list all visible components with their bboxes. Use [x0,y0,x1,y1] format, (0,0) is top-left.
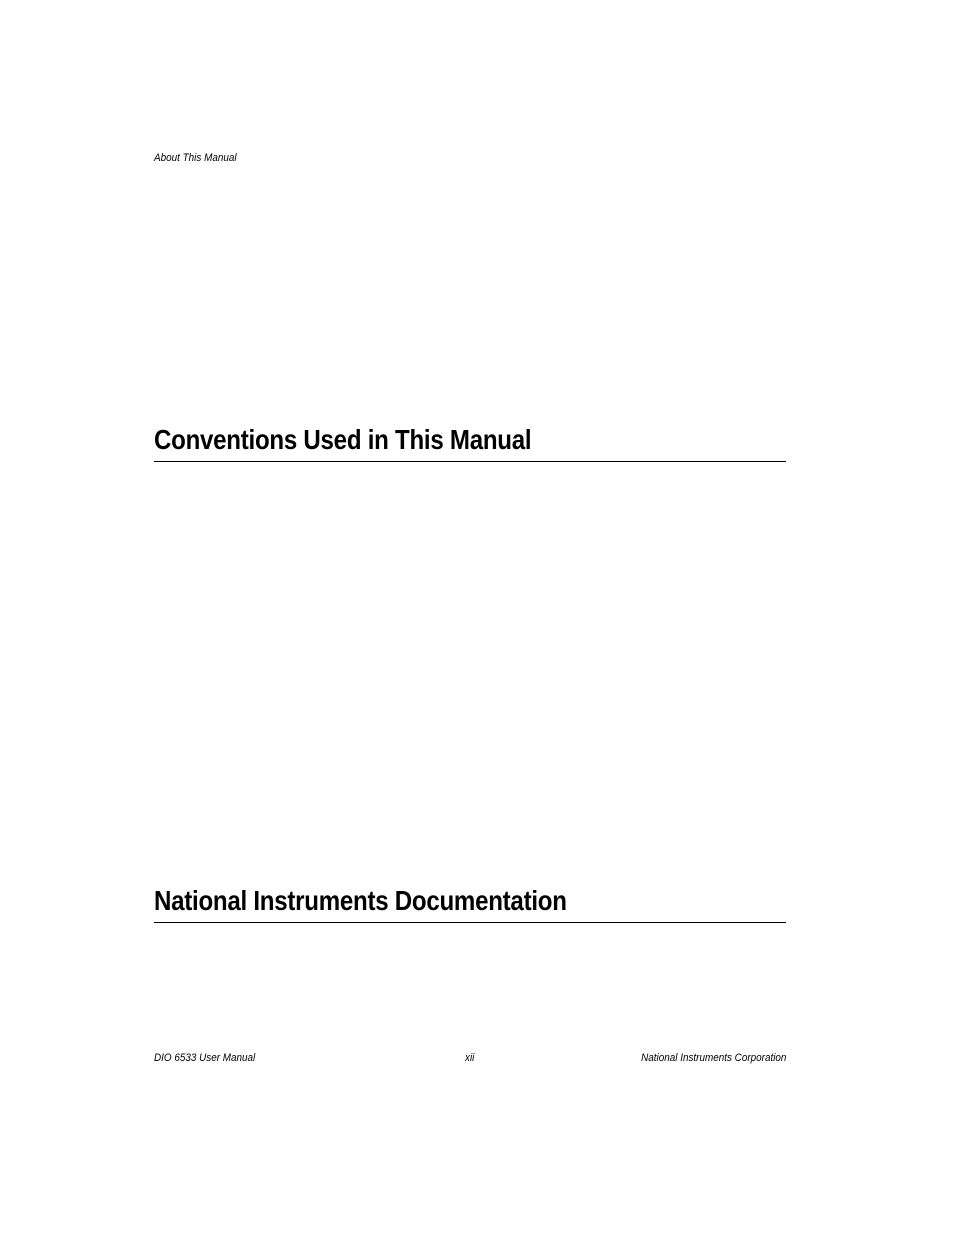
section-title-conventions: Conventions Used in This Manual [154,424,532,455]
footer-page-number: xii [465,1052,475,1064]
section-divider [154,922,786,923]
section-title-documentation: National Instruments Documentation [154,885,567,916]
footer-manual-title: DIO 6533 User Manual [154,1052,256,1064]
section-divider [154,461,786,462]
section-documentation [154,885,786,923]
running-header: About This Manual [154,152,237,164]
page-footer [154,1051,786,1065]
section-conventions [154,424,786,462]
footer-company: National Instruments Corporation [640,1052,786,1064]
